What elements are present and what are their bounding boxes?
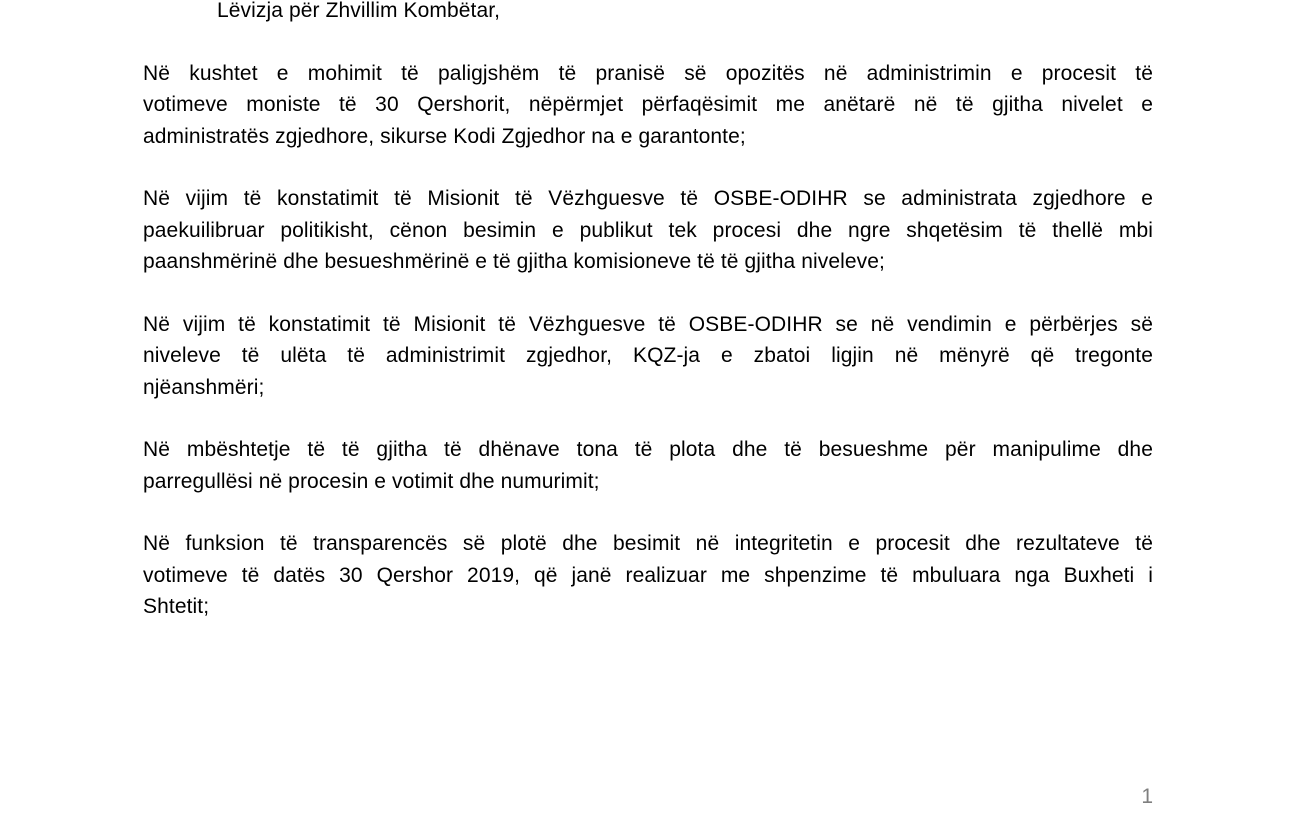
text-block [143, 0, 1153, 654]
paragraph-line: parregullësi në procesin e votimit dhe numurimit; [143, 469, 600, 493]
paragraph-line: Në kushtet e mohimit të paligjshëm të pranisë së opozitës në administrimin e procesit të [143, 61, 1153, 85]
paragraph-line: votimeve të datës 30 Qershor 2019, që janë realizuar me shpenzime të mbuluara nga Buxheti i [143, 563, 1153, 587]
paragraph-line: Në vijim të konstatimit të Misionit të Vëzhguesve të OSBE-ODIHR se administrata zgjedhore e [143, 187, 1153, 210]
paragraph-line: paanshmërinë dhe besueshmërinë e të gjitha komisioneve të të gjitha niveleve; [143, 250, 885, 273]
paragraph-line: Shtetit; [143, 595, 210, 618]
paragraph-line: niveleve të ulëta të administrimit zgjedhor, KQZ-ja e zbatoi ligjin në mënyrë që tregonte [143, 344, 1153, 367]
paragraph [143, 528, 1153, 623]
paragraph-line: Në vijim të konstatimit të Misionit të Vëzhguesve të OSBE-ODIHR se në vendimin e përbërjes së [143, 312, 1153, 336]
paragraph-line: votimeve moniste të 30 Qershorit, nëpërmjet përfaqësimit me anëtarë në të gjitha nivelet e [143, 93, 1153, 116]
paragraph-line: Në mbështetje të të gjitha të dhënave tona të plota dhe të besueshme për manipulime dhe [143, 438, 1153, 461]
paragraph-line: administratës zgjedhore, sikurse Kodi Zgjedhor na e garantonte; [143, 124, 746, 148]
page-number: 1 [1141, 785, 1153, 808]
paragraph [143, 309, 1153, 404]
paragraph [143, 58, 1153, 153]
paragraph [143, 434, 1153, 497]
paragraph [143, 183, 1153, 278]
paragraph-line: paekuilibruar politikisht, cënon besimin e publikut tek procesi dhe ngre shqetësim të thellë mbi [143, 218, 1153, 242]
paragraph-line: Në funksion të transparencës së plotë dhe besimit në integritetin e procesit dhe rezultateve të [143, 532, 1153, 555]
paragraph-line: njëanshmëri; [143, 375, 265, 399]
heading-line: Lëvizja për Zhvillim Kombëtar, [217, 0, 501, 22]
